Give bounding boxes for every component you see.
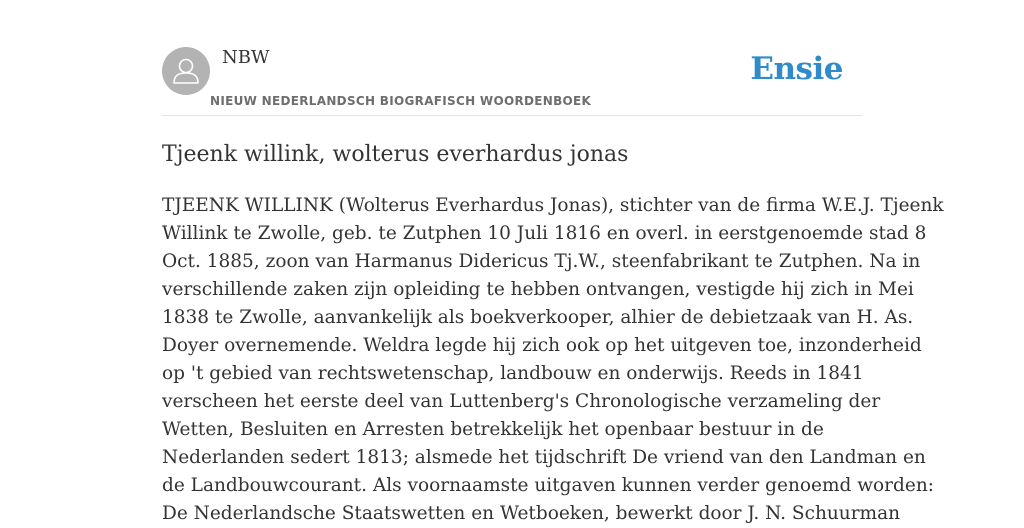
article-title: Tjeenk willink, wolterus everhardus jonas bbox=[162, 142, 629, 167]
body-line: Nederlanden sedert 1813; alsmede het tijdschrift De vriend van den Landman en bbox=[162, 447, 926, 468]
source-avatar[interactable] bbox=[162, 47, 210, 95]
body-line: de Landbouwcourant. Als voornaamste uitgaven kunnen verder genoemd worden: bbox=[162, 475, 934, 496]
body-line: verschillende zaken zijn opleiding te hebben ontvangen, vestigde hij zich in Mei bbox=[162, 279, 914, 300]
body-line: Wetten, Besluiten en Arresten betrekkelijk het openbaar bestuur in de bbox=[162, 419, 824, 440]
body-line: Oct. 1885, zoon van Harmanus Didericus Tj.W., steenfabrikant te Zutphen. Na in bbox=[162, 251, 921, 272]
article-body bbox=[162, 192, 944, 528]
body-line: 1838 te Zwolle, aanvankelijk als boekverkooper, alhier de debietzaak van H. As. bbox=[162, 307, 914, 328]
body-line: TJEENK WILLINK (Wolterus Everhardus Jonas), stichter van de firma W.E.J. Tjeenk bbox=[162, 195, 944, 216]
user-icon bbox=[162, 47, 210, 95]
source-subtitle: NIEUW NEDERLANDSCH BIOGRAFISCH WOORDENBOEK bbox=[210, 94, 592, 108]
body-line: verscheen het eerste deel van Luttenberg's Chronologische verzameling der bbox=[162, 391, 881, 412]
brand-logo[interactable]: Ensie bbox=[750, 51, 843, 87]
body-line: Willink te Zwolle, geb. te Zutphen 10 Juli 1816 en overl. in eerstgenoemde stad 8 bbox=[162, 223, 927, 244]
source-header bbox=[162, 0, 862, 116]
source-name[interactable]: NBW bbox=[222, 47, 270, 68]
body-line: De Nederlandsche Staatswetten en Wetboeken, bewerkt door J. N. Schuurman bbox=[162, 503, 901, 524]
body-line: Doyer overnemende. Weldra legde hij zich ook op het uitgeven toe, inzonderheid bbox=[162, 335, 922, 356]
body-line: op 't gebied van rechtswetenschap, landbouw en onderwijs. Reeds in 1841 bbox=[162, 363, 864, 384]
content-container bbox=[162, 0, 944, 524]
